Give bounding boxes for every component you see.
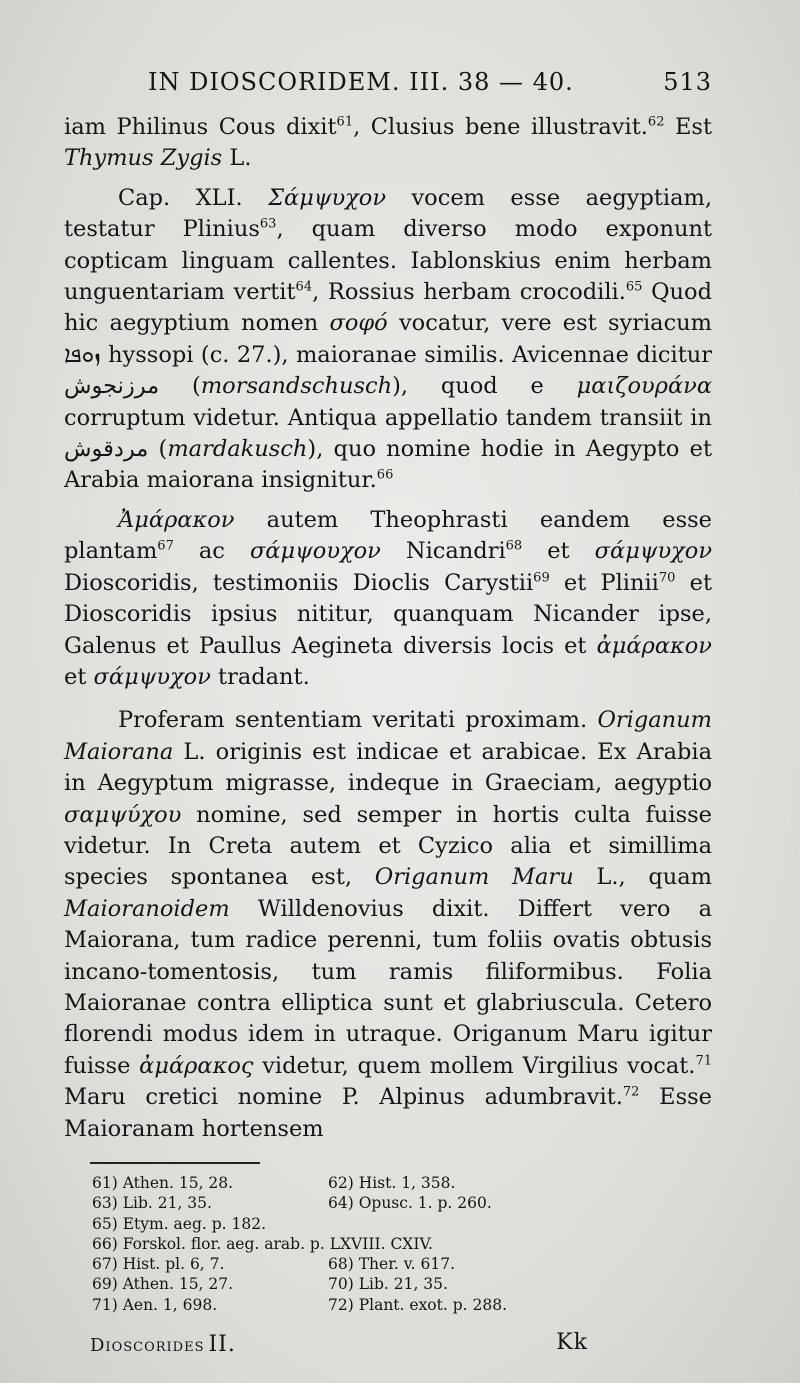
text-run: ), quod e — [392, 373, 577, 400]
text-run: L. originis est indicae et arabicae. Ex Arabia in Aegyptum migrasse, indeque in Graeciam, aegyptio — [64, 738, 712, 797]
arabic-word: مردقوش — [64, 436, 149, 463]
text-run: , Clusius bene illustravit. — [353, 114, 648, 140]
paragraph-sententia — [64, 705, 712, 1145]
greek-term: Ἀμάρακον — [118, 506, 235, 533]
page-number: 513 — [663, 68, 712, 96]
footnote: 70) Lib. 21, 35. — [328, 1275, 448, 1294]
text-run: Cap. XLI. — [118, 184, 269, 211]
footnote-ref: 61 — [336, 114, 354, 130]
footnote-divider — [90, 1162, 260, 1164]
text-run: hyssopi (c. 27.), maioranae similis. Avicennae dicitur — [100, 341, 712, 368]
text-run: , Rossius herbam crocodili. — [312, 279, 626, 306]
footnote-row — [92, 1193, 652, 1213]
page-footer — [90, 1330, 588, 1360]
text-run: Proferam sententiam veritati proximam. — [118, 707, 598, 734]
footnote: 67) Hist. pl. 6, 7. — [92, 1255, 225, 1274]
footnote: 68) Ther. v. 617. — [328, 1255, 456, 1274]
italic-term: Maioranoidem — [64, 895, 230, 922]
footnote-ref: 62 — [647, 114, 665, 130]
footnote-ref: 63 — [259, 216, 277, 232]
greek-term: σάμψυχον — [594, 538, 712, 565]
footnote-ref: 65 — [625, 279, 643, 295]
signature-mark: Kk — [556, 1330, 588, 1355]
running-title: IN DIOSCORIDEM. III. 38 — 40. — [148, 68, 574, 96]
text-run: et Dioscoridis ipsius nititur, quanquam Nicander ipse, Galenus et Paullus Aegineta diversis locis et — [64, 569, 712, 659]
footnote-row — [92, 1274, 652, 1294]
greek-term: ἀμάρακον — [596, 632, 712, 659]
footnote-row — [92, 1214, 652, 1234]
paragraph-continuation — [64, 112, 712, 175]
footnote-row — [92, 1254, 652, 1274]
text-run: vocem esse aegyptiam, testatur Plinius — [64, 184, 713, 243]
paragraph-amarakon — [64, 505, 712, 693]
text-run: et — [522, 538, 595, 565]
italic-term: Thymus Zygis — [64, 145, 223, 172]
text-run: tradant. — [210, 663, 310, 690]
footnote: 64) Opusc. 1. p. 260. — [328, 1194, 492, 1213]
text-run: videtur, quem mollem Virgilius vocat. — [253, 1052, 696, 1079]
text-run: iam Philinus Cous dixit — [64, 114, 337, 140]
text-run: nomine, sed semper in hortis culta fuisse videtur. In Creta autem et Cyzico alia et simillima species spontanea est, — [64, 801, 712, 891]
italic-term: Origanum Maiorana — [64, 707, 712, 765]
footnote: 61) Athen. 15, 28. — [92, 1174, 234, 1192]
text-run: Nicandri — [380, 538, 506, 565]
footnote-ref: 66 — [376, 467, 394, 483]
signature-volume: II. — [208, 1332, 236, 1357]
signature-line — [90, 1332, 236, 1357]
italic-term: mardakusch — [167, 436, 308, 463]
text-run: , quam diverso modo exponunt copticam linguam callentes. Iablonskius enim herbam unguentariam vertit — [64, 216, 712, 306]
greek-term: ἀμάρακος — [139, 1052, 254, 1079]
text-run: vocatur, vere est syriacum — [387, 310, 712, 337]
text-run: ( — [159, 373, 201, 400]
text-run: Esse Maioranam hortensem — [64, 1084, 712, 1142]
italic-term: Origanum Maru — [374, 864, 574, 891]
footnote-ref: 67 — [157, 538, 174, 554]
footnote: 72) Plant. exot. p. 288. — [328, 1295, 508, 1314]
footnote: 66) Forskol. flor. aeg. arab. p. LXVIII. CXIV. — [92, 1234, 433, 1253]
italic-term: morsandschusch — [200, 373, 393, 400]
footnote-row — [92, 1295, 652, 1315]
greek-term: μαιζουράνα — [576, 373, 713, 400]
text-run: Est — [664, 114, 712, 140]
footnote-ref: 68 — [505, 538, 523, 554]
greek-term: σοφό — [329, 310, 388, 337]
greek-term: σάμψουχον — [249, 538, 381, 565]
main-text — [64, 112, 712, 1145]
paragraph-cap-xli — [64, 183, 712, 497]
footnote: 63) Lib. 21, 35. — [92, 1194, 212, 1213]
text-run: corruptum videtur. Antiqua appellatio tandem transiit in — [64, 404, 712, 431]
text-run: ), quo nomine hodie in Aegypto et Arabia maiorana insignitur. — [64, 436, 712, 494]
syriac-word: ܙܘܦܐ — [64, 341, 101, 368]
greek-term: σάμψυχον — [93, 663, 211, 690]
text-run: Dioscoridis, testimoniis Dioclis Carystii — [64, 569, 534, 596]
text-run: Willdenovius dixit. Differt vero a Maiorana, tum radice perenni, tum foliis ovatis obtusis incano-tomentosis, tum ramis filiformibus. Folia Maioranae contra elliptica sunt et glabriuscula. Cetero florendi modus idem in utraque. Origanum Maru igitur fuisse — [64, 895, 712, 1079]
footnote-ref: 69 — [533, 570, 550, 586]
text-run: autem Theophrasti eandem esse plantam — [64, 506, 712, 565]
footnote-ref: 64 — [295, 279, 313, 295]
footnote: 69) Athen. 15, 27. — [92, 1275, 234, 1294]
footnote-row — [92, 1173, 652, 1193]
text-run: L. — [222, 145, 252, 172]
text-run: et — [64, 663, 94, 690]
text-run: et Plinii — [549, 569, 659, 596]
text-run: L., quam — [573, 864, 712, 891]
footnote: 71) Aen. 1, 698. — [92, 1295, 218, 1314]
signature-title: Dioscorides — [90, 1335, 205, 1356]
text-run: ( — [148, 436, 168, 463]
footnote-row — [92, 1234, 652, 1254]
text-run: ac — [173, 538, 250, 565]
text-run: Quod hic aegyptium nomen — [64, 279, 712, 337]
text-run: Maru cretici nomine P. Alpinus adumbravit. — [64, 1084, 623, 1111]
footnote-ref: 71 — [695, 1053, 713, 1069]
footnote: 62) Hist. 1, 358. — [328, 1174, 456, 1192]
footnotes — [92, 1173, 652, 1315]
footnote-ref: 70 — [658, 570, 676, 586]
greek-term: σαμψύχου — [64, 801, 182, 828]
footnote-ref: 72 — [622, 1084, 640, 1100]
footnote: 65) Etym. aeg. p. 182. — [92, 1214, 267, 1233]
running-header — [148, 68, 712, 102]
greek-term: Σάμψυχον — [268, 184, 387, 211]
arabic-word: مرزنجوش — [64, 373, 160, 400]
